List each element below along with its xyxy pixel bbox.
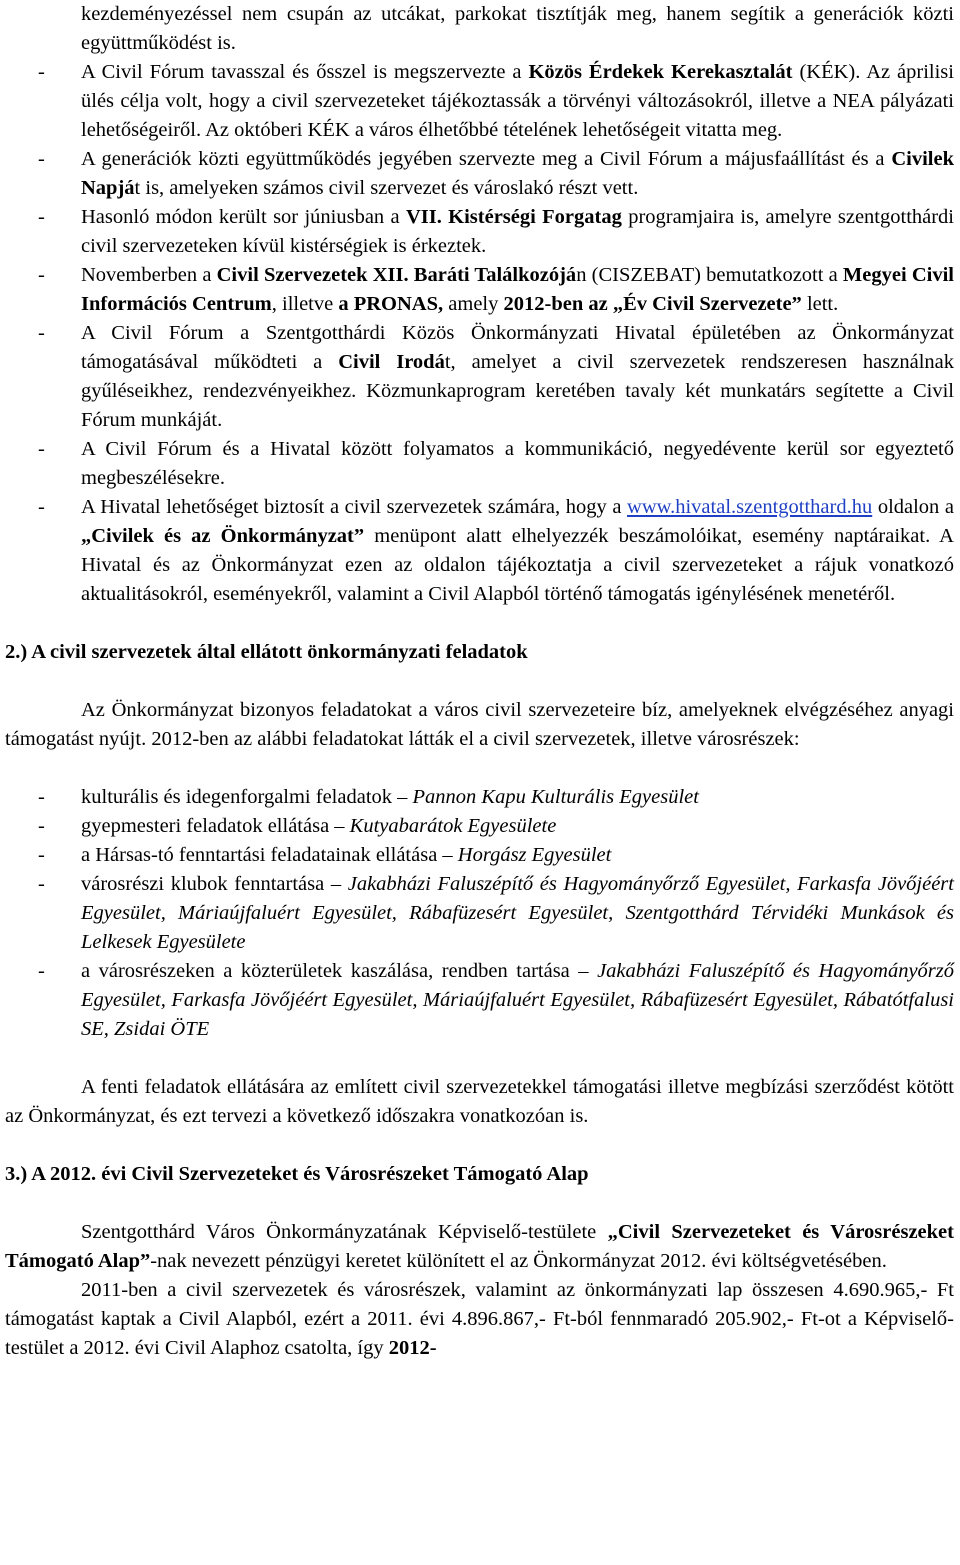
paragraph-bold: „Civil Szervezeteket és Városrészeket Támogató Alap” [5, 1221, 954, 1272]
bullet-text: t, amelyet a civil szervezetek rendszeresen használnak gyűléseikhez, rendezvényeikhez. Közmunkaprogram keretében tavaly két munkatárs segítette a Civil Fórum munkáját. [81, 351, 954, 431]
list-dash: - [38, 61, 45, 83]
task-item [5, 812, 954, 841]
task-org: Horgász Egyesület [457, 844, 612, 866]
list-item [5, 58, 954, 145]
bullet-text: , illetve [271, 293, 339, 315]
intro-text: kezdeményezéssel nem csupán az utcákat, parkokat tisztítják meg, hanem segítik a generációk közti együttműködést is. [81, 3, 954, 54]
bullet-text: amely [443, 293, 504, 315]
list-dash: - [38, 264, 45, 286]
bullet-text: oldalon a [872, 496, 954, 518]
bullet-bold: Civil Szervezetek XII. Baráti Találkozójá [216, 264, 577, 286]
list-item [5, 261, 954, 319]
list-dash: - [38, 844, 45, 866]
spacer [5, 667, 954, 696]
bullet-text: Hasonló módon került sor júniusban a [81, 206, 406, 228]
bullet-text: A Civil Fórum tavasszal és ősszel is megszervezte a [81, 61, 529, 83]
section-paragraph: Az Önkormányzat bizonyos feladatokat a város civil szervezeteire bíz, amelyeknek elvégzéséhez anyagi támogatást nyújt. 2012-ben az alábbi feladatokat látták el a civil szervezetek, illetve városrészek: [5, 699, 954, 750]
paragraph-text: -nak nevezett pénzügyi keretet különített el az Önkormányzat 2012. évi költségvetésében. [150, 1250, 887, 1272]
bullet-bold: „Civilek és az Önkormányzat” [81, 525, 365, 547]
task-org: Jakabházi Faluszépítő és Hagyományőrző Egyesület, Farkasfa Jövőjéért Egyesület, Máriaújfaluért Egyesület, Rábafüzesért Egyesület, Rábatótfalusi SE, Zsidai ÖTE [81, 960, 954, 1040]
website-link[interactable]: www.hivatal.szentgotthard.hu [627, 496, 873, 518]
list-dash: - [38, 322, 45, 344]
list-item [5, 319, 954, 435]
section-heading: 2.) A civil szervezetek által ellátott önkormányzati feladatok [5, 641, 528, 663]
list-item [5, 145, 954, 203]
list-item [5, 493, 954, 609]
bullet-text: programjaira is, amelyre szentgotthárdi civil szervezeteken kívül kistérségiek is érkeztek. [81, 206, 955, 257]
task-item [5, 870, 954, 957]
list-dash: - [38, 786, 45, 808]
bullet-bold: Civilek Napjá [81, 148, 954, 199]
list-item [5, 435, 954, 493]
bullet-bold: Civil Irodá [338, 351, 445, 373]
list-dash: - [38, 815, 45, 837]
bullet-text: A Hivatal lehetőséget biztosít a civil szervezetek számára, hogy a [81, 496, 628, 518]
bullet-text: n (CISZEBAT) bemutatkozott a [576, 264, 843, 286]
task-text: a Hársas-tó fenntartási feladatainak ellátása – [81, 844, 458, 866]
task-item [5, 957, 954, 1044]
list-dash: - [38, 496, 45, 518]
bullet-text: lett. [801, 293, 839, 315]
list-dash: - [38, 873, 45, 895]
task-item [5, 783, 954, 812]
task-text: városrészi klubok fenntartása – [81, 873, 348, 895]
task-text: a városrészeken a közterületek kaszálása, rendben tartása – [81, 960, 598, 982]
bullet-text: t is, amelyeken számos civil szervezet és városlakó részt vett. [134, 177, 639, 199]
heading-part: 3.) A 2012 [5, 1163, 91, 1185]
intro-continuation [5, 0, 954, 58]
bullet-bold: VII. Kistérségi Forgatag [405, 206, 622, 228]
bullet-bold: Megyei Civil Információs Centrum [81, 264, 954, 315]
section-paragraph [5, 1218, 954, 1276]
spacer [5, 1044, 954, 1073]
task-text: gyepmesteri feladatok ellátása – [81, 815, 350, 837]
task-org: Kutyabarátok Egyesülete [349, 815, 557, 837]
task-org: Jakabházi Faluszépítő és Hagyományőrző Egyesület, Farkasfa Jövőjéért Egyesület, Máriaújfaluért Egyesület, Rábafüzesért Egyesület, Szentgotthárd Térvidéki Munkások és Lelkesek Egyesülete [81, 873, 954, 953]
bullet-bold: 2012-ben az „Év Civil Szervezete” [503, 293, 802, 315]
spacer [5, 609, 954, 638]
spacer [5, 1189, 954, 1218]
paragraph-bold: 2012- [388, 1337, 437, 1359]
bullet-text: A Civil Fórum és a Hivatal között folyamatos a kommunikáció, negyedévente kerül sor egyeztető megbeszélésekre. [81, 438, 954, 489]
bullet-text: (KÉK). Az áprilisi ülés célja volt, hogy a civil szervezeteket tájékoztassák a törvényi változásokról, illetve a NEA pályázati lehetőségeiről. Az októberi KÉK a város élhetőbbé tételének lehetőségeit vitatta meg. [81, 61, 954, 141]
paragraph-text: 2011-ben a civil szervezetek és városrészek, valamint az önkormányzati lap összesen 4.690.965,- Ft támogatást kaptak a Civil Alapból, ezért a 2011. évi 4.896.867,- Ft-ból fennmaradó 205.902,- Ft-ot a Képviselő-testület a 2012. évi Civil Alaphoz csatolta, így [5, 1279, 954, 1359]
spacer [5, 754, 954, 783]
bullet-text: Novemberben a [81, 264, 217, 286]
task-item [5, 841, 954, 870]
section-paragraph [5, 1276, 954, 1363]
list-dash: - [38, 960, 45, 982]
heading-part: . évi Civil Szervezeteket és Városrészeket Támogató Alap [91, 1163, 589, 1185]
list-item [5, 203, 954, 261]
section-heading [5, 1160, 954, 1189]
paragraph-text: Szentgotthárd Város Önkormányzatának Képviselő-testülete [81, 1221, 608, 1243]
list-dash: - [38, 148, 45, 170]
task-org: Pannon Kapu Kulturális Egyesület [412, 786, 699, 808]
bullet-bold: a PRONAS, [338, 293, 444, 315]
spacer [5, 1131, 954, 1160]
bullet-text: A generációk közti együttműködés jegyében szervezte meg a Civil Fórum a májusfaállítást és a [81, 148, 892, 170]
bullet-text: A Civil Fórum a Szentgotthárdi Közös Önkormányzati Hivatal épületében az Önkormányzat támogatásával működteti a [81, 322, 954, 373]
list-dash: - [38, 438, 45, 460]
section-paragraph: A fenti feladatok ellátására az említett civil szervezetekkel támogatási illetve megbízási szerződést kötött az Önkormányzat, és ezt tervezi a következő időszakra vonatkozóan is. [5, 1076, 954, 1127]
bullet-text: menüpont alatt elhelyezzék beszámolóikat, esemény naptáraikat. A Hivatal és az Önkormányzat ezen az oldalon tájékoztatja a civil szervezeteket a rájuk vonatkozó aktualitásokról, eseményekről, valamint a Civil Alapból történő támogatás igénylésének menetéről. [81, 525, 954, 605]
list-dash: - [38, 206, 45, 228]
task-text: kulturális és idegenforgalmi feladatok – [81, 786, 413, 808]
bullet-bold: Közös Érdekek Kerekasztalát [528, 61, 793, 83]
